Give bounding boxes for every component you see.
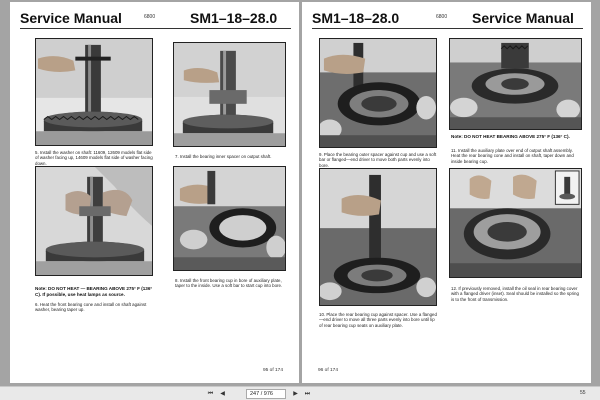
section-code: 6800	[144, 14, 156, 20]
header-rule	[20, 28, 291, 29]
page-title: Service Manual	[20, 10, 122, 26]
photo-front-bearing-cup	[173, 166, 286, 271]
page-number-left: 95 of 174	[263, 368, 284, 373]
photo-outer-spacer	[319, 38, 437, 148]
note-heat-warning-right: Note: DO NOT HEAT BEARING ABOVE 275° F (136° C).	[451, 134, 570, 139]
navigation-toolbar	[0, 386, 600, 400]
model-number: SM1–18–28.0	[312, 10, 400, 26]
caption-step-11: 11. Install the auxiliary plate over end of output shaft assembly. Heat the rear bearing cone and install on shaft, taper down and inside bearing cup.	[451, 148, 574, 164]
next-page-icon[interactable]: ▶	[293, 391, 298, 397]
zoom-level[interactable]: 55	[580, 390, 586, 396]
caption-step-7: 7. Install the bearing inner spacer on output shaft.	[175, 154, 272, 159]
page-left	[10, 2, 299, 383]
note-heat-warning-left: Note: DO NOT HEAT — BEARING ABOVE 275° F (136° C). If possible, use heat lamps as source.	[35, 286, 153, 297]
photo-washer-install	[35, 38, 153, 146]
photo-rear-bearing-cup	[319, 168, 437, 306]
photo-inner-spacer	[173, 42, 286, 147]
model-number: SM1–18–28.0	[190, 10, 278, 26]
page-number-right: 96 of 174	[318, 368, 339, 373]
page-title: Service Manual	[472, 10, 574, 26]
previous-page-icon[interactable]: ◀	[220, 391, 225, 397]
caption-step-5: 5. Install the washer on shaft: 11609, 12609 models flat side of washer facing up, 14609 models flat side of washer facing down.	[35, 150, 153, 166]
photo-front-bearing-cone	[35, 166, 153, 276]
first-page-icon[interactable]: ⏮	[207, 391, 214, 397]
caption-step-8: 8. Install the front bearing cup in bore of auxiliary plate, taper to the inside. Use a soft bar to start cup into bore.	[175, 278, 283, 289]
caption-step-9: 9. Place the bearing outer spacer against cup and use a soft bar or flanged—end driver to move both parts evenly into bore.	[319, 152, 437, 168]
caption-step-6: 6. Heat the front bearing cone and install on shaft against washer, bearing taper up.	[35, 302, 147, 313]
last-page-icon[interactable]: ⏭	[304, 391, 311, 397]
caption-step-10: 10. Place the rear bearing cup against spacer. Use a flanged—end driver to move all three parts evenly into bore until lip of rear bearing cup seats on auxiliary plate.	[319, 312, 437, 328]
header-rule	[312, 28, 583, 29]
photo-oil-seal	[449, 168, 582, 278]
page-right	[302, 2, 591, 383]
photo-auxiliary-plate	[449, 38, 582, 130]
caption-step-12: 12. If previously removed, install the oil seal in rear bearing cover with a flanged driver (inset). Seal should be installed so the spring is to the front of transmission.	[451, 286, 579, 302]
section-code: 6800	[436, 14, 448, 20]
page-number-input[interactable]: 247 / 976	[246, 389, 286, 399]
